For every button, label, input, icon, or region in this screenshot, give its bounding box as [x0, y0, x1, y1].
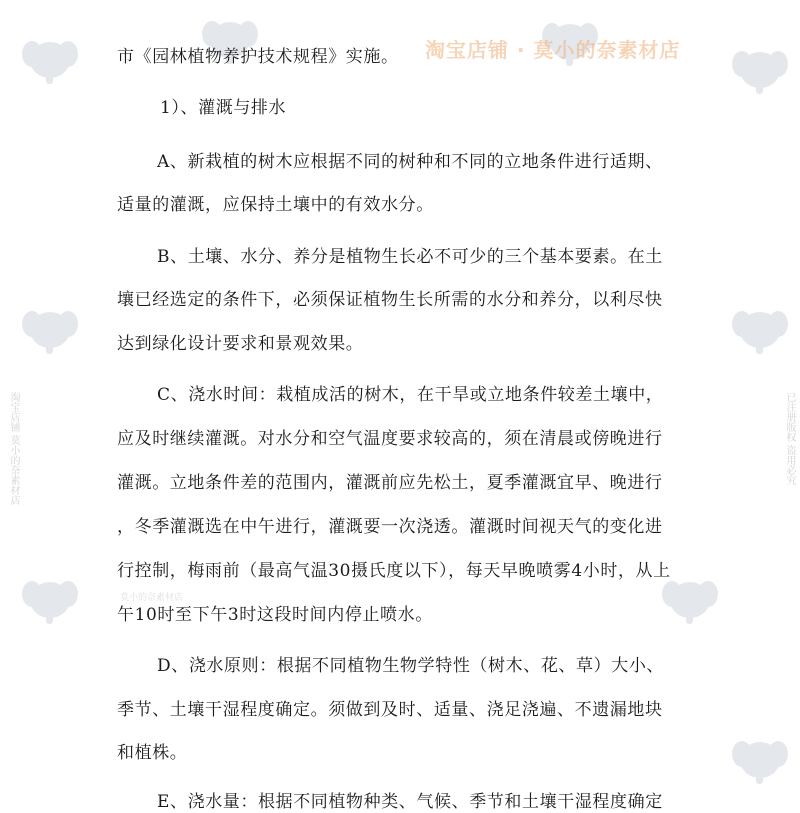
text-line-b1: B、土壤、水分、养分是植物生长必不可少的三个基本要素。在土	[157, 247, 663, 267]
text-line-d3: 和植株。	[117, 743, 188, 763]
elephant-watermark-icon	[730, 40, 790, 96]
text-line-d1: D、浇水原则：根据不同植物生物学特性（树木、花、草）大小、	[157, 656, 665, 676]
text-line-c6: 午10时至下午3时这段时间内停止喷水。	[117, 605, 433, 625]
text-line-d2: 季节、土壤干湿程度确定。须做到及时、适量、浇足浇遍、不遗漏地块	[117, 700, 663, 720]
text-line-a1: A、新栽植的树木应根据不同的树种和不同的立地条件进行适期、	[157, 152, 663, 172]
elephant-watermark-icon	[730, 300, 790, 356]
text-line-c2: 应及时继续灌溉。对水分和空气温度要求较高的，须在清晨或傍晚进行	[117, 429, 663, 449]
side-watermark-left: 淘宝店铺 莫小的奈素材店	[8, 392, 19, 506]
text-line-b3: 达到绿化设计要求和景观效果。	[117, 334, 364, 354]
side-watermark-right: 已注册版权 盗用必究	[784, 392, 795, 486]
text-line-a2: 适量的灌溉，应保持土壤中的有效水分。	[117, 195, 434, 215]
text-line-b2: 壤已经选定的条件下，必须保证植物生长所需的水分和养分，以利尽快	[117, 290, 663, 310]
small-watermark: 莫小的奈素材店	[120, 593, 184, 603]
elephant-watermark-icon	[20, 570, 80, 626]
text-line-c1: C、浇水时间：栽植成活的树木，在干旱或立地条件较差土壤中，	[157, 385, 664, 405]
elephant-watermark-icon	[730, 730, 790, 786]
elephant-watermark-icon	[20, 30, 80, 86]
section-heading-irrigation: 1）、灌溉与排水	[160, 98, 287, 118]
text-line-1: 市《园林植物养护技术规程》实施。	[117, 47, 399, 67]
text-line-c3: 灌溉。立地条件差的范围内，灌溉前应先松土，夏季灌溉宜早、晚进行	[117, 473, 663, 493]
shop-watermark: 淘宝店铺 · 莫小的奈素材店	[425, 38, 681, 62]
text-line-c4: ，冬季灌溉选在中午进行，灌溉要一次浇透。灌溉时间视天气的变化进	[117, 517, 663, 537]
text-line-c5: 行控制，梅雨前（最高气温30摄氏度以下），每天早晚喷雾4小时，从上	[117, 561, 671, 581]
elephant-watermark-icon	[20, 300, 80, 356]
text-line-e1: E、浇水量：根据不同植物种类、气候、季节和土壤干湿程度确定	[157, 792, 663, 812]
